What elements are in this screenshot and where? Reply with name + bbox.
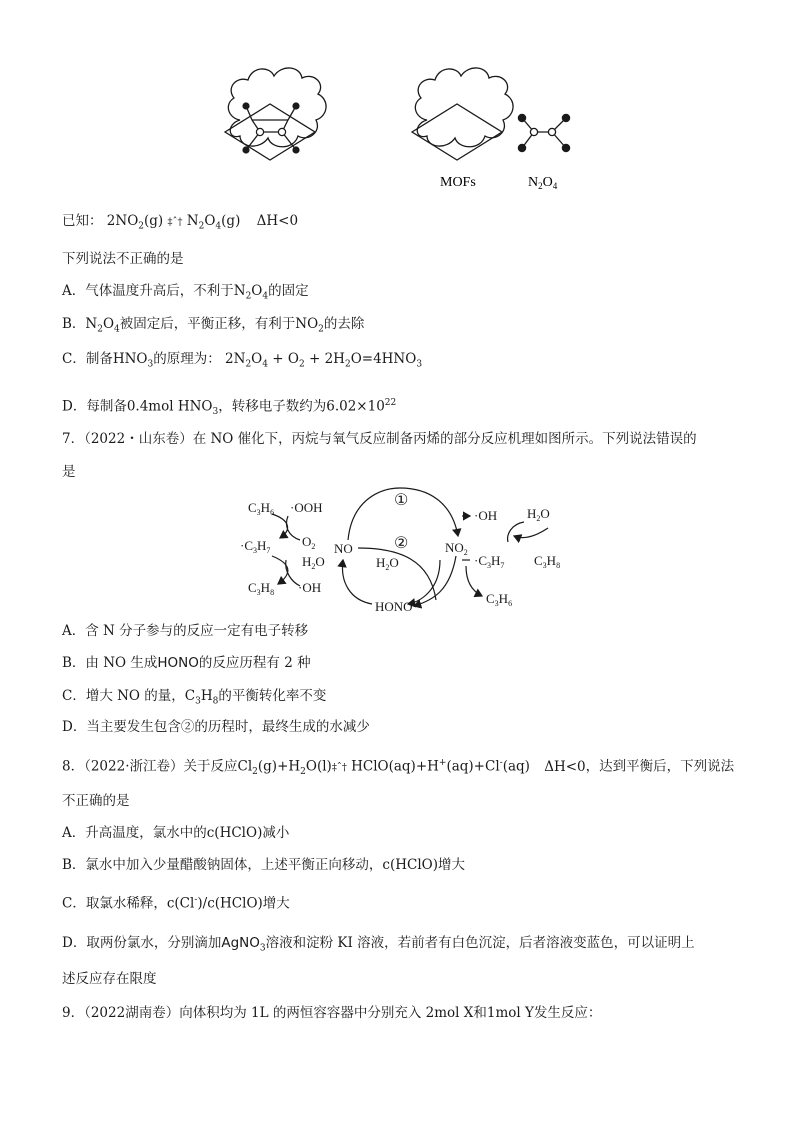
q7-option-c: C．增大 NO 的量，$C_3H_8$的平衡转化率不变 [62,688,327,707]
q7-option-b: B．由 NO 生成HONO的反应历程有 2 种 [62,655,311,671]
svg-text:·C3H7: $\cdot C_3H_7$ [474,553,505,570]
svg-text:·OOH: ·OOH [290,500,323,515]
q7-stem-line2: 是 [62,464,76,480]
q8-option-b: B．氯水中加入少量醋酸钠固体，上述平衡正向移动，c(HClO)增大 [62,857,466,873]
svg-text:HONO: HONO [375,599,413,614]
svg-text:C3H6: $C_3H_6$ [248,500,275,517]
mofs-with-n2o4-icon [225,68,326,160]
svg-text:NO2: $NO_2$ [445,540,468,557]
svg-text:O2: $O_2$ [302,534,316,551]
q8-option-c: C．取氯水稀释，c(Cl-)/c(HClO)增大 [62,895,290,912]
svg-text:①: ① [394,492,409,509]
q7-stem-line1: 7．（2022・山东卷）在 NO 催化下，丙烷与氧气反应制备丙烯的部分反应机理如图所示。下列说法错误的 [62,431,697,447]
mofs-empty-icon [412,68,513,160]
q8-option-a: A．升高温度，氯水中的c(HClO)减小 [62,825,290,841]
q8-stem-line2: 不正确的是 [62,793,130,809]
mofs-figure [0,0,794,200]
svg-text:H2O: $H_2O$ [376,555,399,572]
n2o4-molecule-icon [518,114,569,151]
q7-option-d: D．当主要发生包含②的历程时，最终生成的水减少 [62,719,370,735]
q6-option-d: D．每制备0.4mol $HNO_3$，转移电子数约为$6.02\times 10^{22}$ [62,398,397,418]
q7-option-a: A．含 N 分子参与的反应一定有电子转移 [62,623,309,639]
n2o4-label: $N_2O_4$ [528,175,558,191]
q6-option-c: C．制备$HNO_3$的原理为： $2N_2O_4 + O_2 + 2H_2O=4HNO_3$ [62,351,423,370]
svg-text:C3H6: $C_3H_6$ [486,591,513,608]
svg-text:NO: NO [334,541,353,556]
svg-text:C3H8: $C_3H_8$ [248,580,275,597]
svg-text:·OH: ·OH [474,508,498,523]
q8-stem-line1: 8．（2022·浙江卷）关于反应$Cl_2(g)+H_2O(l)\ddagger ˆ\dagger$ HClO(aq)+H+(aq)+Cl-(aq) ΔH<0，达到平衡后，下列说法 [62,758,735,778]
svg-text:②: ② [394,535,409,552]
reaction-mechanism-diagram [0,480,794,620]
mofs-label: MOFs [440,175,476,190]
svg-text:C3H8: $C_3H_8$ [534,553,561,570]
svg-text:H2O: $H_2O$ [302,554,325,571]
svg-text:·OH: ·OH [298,580,322,595]
svg-text:·C3H7: $\cdot C_3H_7$ [240,538,271,555]
q9-stem: 9．（2022湖南卷）向体积均为 1L 的两恒容容器中分别充入 2mol X和1mol Y发生反应： [62,1005,602,1021]
q8-option-d-line1: D．取两份氯水，分别滴加AgNO$_3$溶液和淀粉 KI 溶液，若前者有白色沉淀，后者溶液变蓝色，可以证明上 [62,935,695,954]
q8-option-d-line2: 述反应存在限度 [62,971,157,987]
known-equation: 已知： $2NO_2(g)$ ‡ˆ† $N_2O_4(g)$ ΔH<0 [62,213,299,232]
q6-stem: 下列说法不正确的是 [62,251,184,267]
q6-option-b: B．$N_2O_4$被固定后，平衡正移，有利于$NO_2$的去除 [62,316,365,335]
q6-option-a: A．气体温度升高后，不利于$N_2O_4$的固定 [62,283,309,302]
svg-text:H2O: $H_2O$ [527,506,550,523]
